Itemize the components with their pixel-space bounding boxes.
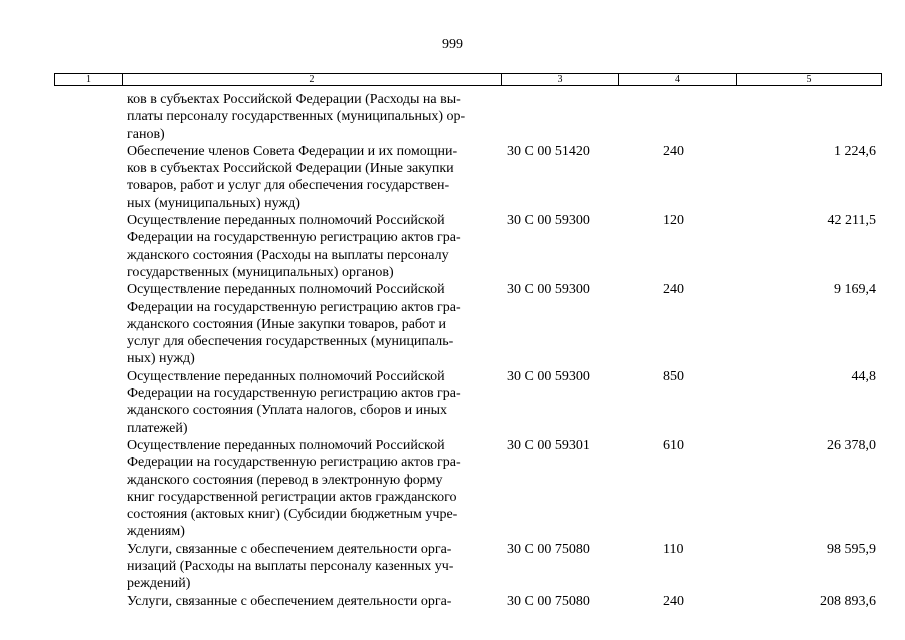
table-row (0, 593, 905, 610)
expense-type-code: 120 (663, 213, 684, 229)
table-row (0, 212, 905, 281)
expense-type-code: 240 (663, 143, 684, 159)
row-description: Осуществление переданных полномочий Российской Федерации на государственную регистрацию актов гра- жданского состояния (Иные закупки товаров, работ и услуг для обеспечения государственных (муниципаль- ных) нужд) (127, 282, 461, 367)
expense-type-code: 110 (663, 541, 684, 557)
column-4-number: 4 (619, 74, 737, 86)
header-row (55, 74, 882, 86)
column-3-number: 3 (502, 74, 619, 86)
table-row (0, 368, 905, 437)
row-description: Осуществление переданных полномочий Российской Федерации на государственную регистрацию актов гра- жданского состояния (Уплата налогов, сборов и иных платежей) (127, 368, 461, 436)
amount: 42 211,5 (827, 213, 876, 229)
column-2-number: 2 (123, 74, 502, 86)
amount: 208 893,6 (820, 593, 876, 609)
column-number-header (54, 73, 882, 86)
target-article-code: 30 С 00 51420 (507, 143, 590, 159)
amount: 9 169,4 (834, 282, 876, 298)
table-row (0, 541, 905, 593)
row-description: Осуществление переданных полномочий Российской Федерации на государственную регистрацию актов гра- жданского состояния (Расходы на выплаты персоналу государственных (муниципальных) органов) (127, 213, 461, 280)
row-description: Услуги, связанные с обеспечением деятельности орга- (127, 593, 452, 609)
amount: 26 378,0 (827, 437, 876, 453)
column-1-number: 1 (55, 74, 123, 86)
table-row (0, 281, 905, 367)
target-article-code: 30 С 00 75080 (507, 541, 590, 557)
row-description: Обеспечение членов Совета Федерации и их помощни- ков в субъектах Российской Федерации (Иные закупки товаров, работ и услуг для обеспечения государствен- ных (муниципальных) нужд) (127, 143, 458, 211)
amount: 44,8 (851, 368, 876, 384)
table-row (0, 143, 905, 212)
row-description: Осуществление переданных полномочий Российской Федерации на государственную регистрацию актов гра- жданского состояния (перевод в электронную форму книг государственной регистрации актов гражданского состояния (актовых книг) (Субсидии бюджетным учре- ждениям) (127, 437, 461, 540)
target-article-code: 30 С 00 59300 (507, 213, 590, 229)
row-description: ков в субъектах Российской Федерации (Расходы на вы- платы персоналу государственных (муниципальных) ор- ганов) (127, 92, 466, 142)
expense-type-code: 240 (663, 593, 684, 609)
expense-type-code: 240 (663, 282, 684, 298)
expense-type-code: 850 (663, 368, 684, 384)
target-article-code: 30 С 00 75080 (507, 593, 590, 609)
row-description: Услуги, связанные с обеспечением деятельности орга- низаций (Расходы на выплаты персоналу казенных уч- реждений) (127, 541, 454, 592)
table-row (0, 437, 905, 541)
amount: 1 224,6 (834, 143, 876, 159)
amount: 98 595,9 (827, 541, 876, 557)
target-article-code: 30 С 00 59300 (507, 368, 590, 384)
target-article-code: 30 С 00 59300 (507, 282, 590, 298)
target-article-code: 30 С 00 59301 (507, 437, 590, 453)
table-row (0, 91, 905, 143)
column-5-number: 5 (737, 74, 882, 86)
expense-type-code: 610 (663, 437, 684, 453)
page-number: 999 (442, 37, 463, 52)
budget-table-body (0, 91, 905, 610)
